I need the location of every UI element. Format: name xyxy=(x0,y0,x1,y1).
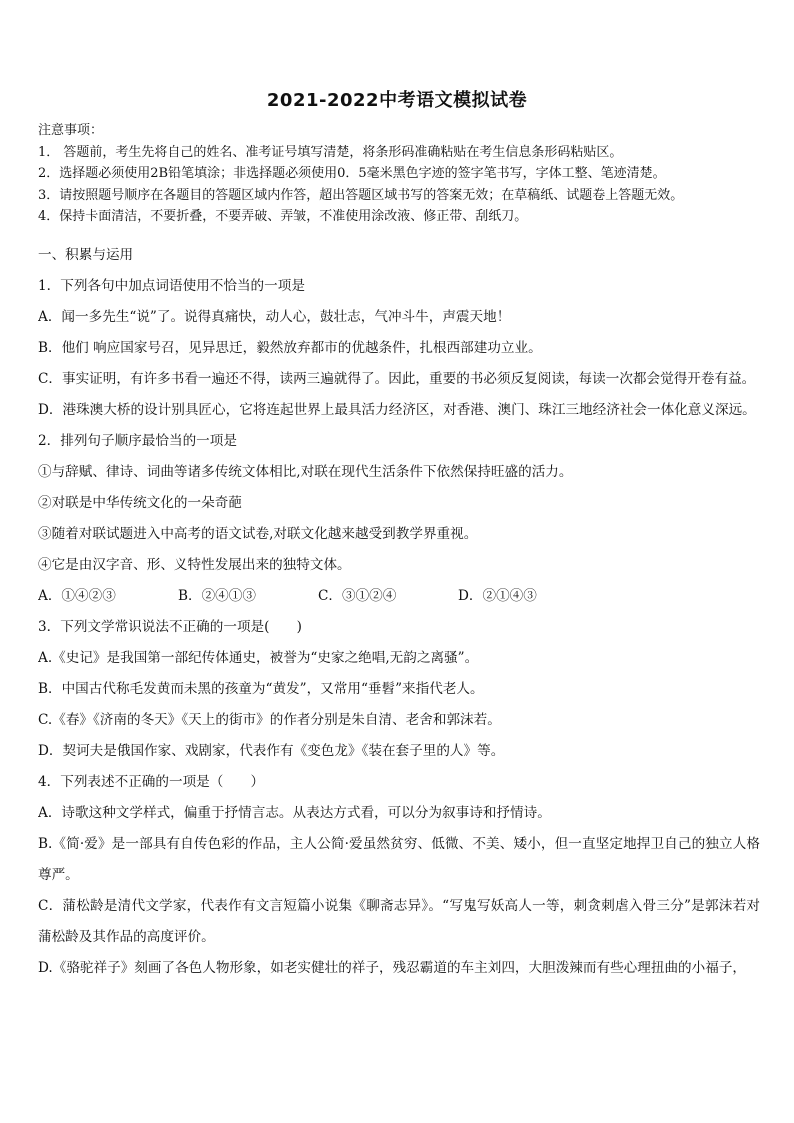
option-d: D．②①④③ xyxy=(458,588,537,604)
option-a: A．①④②③ xyxy=(38,588,116,604)
sentence-1: ①与辞赋、律诗、词曲等诸多传统文体相比,对联在现代生活条件下依然保持旺盛的活力。 xyxy=(38,464,573,480)
option-d: D.《骆驼祥子》刻画了各色人物形象，如老实健壮的祥子，残忍霸道的车主刘四，大胆泼辣而有些心理扭曲的小福子， xyxy=(38,960,747,976)
question-stem: 3．下列文学常识说法不正确的一项是( ) xyxy=(38,619,302,635)
option-b: B．②④①③ xyxy=(178,588,256,604)
option-d: D．港珠澳大桥的设计别具匠心，它将连起世界上最具活力经济区，对香港、澳门、珠江三地经济社会一体化意义深远。 xyxy=(38,402,756,418)
option-c: C．③①②④ xyxy=(318,588,397,604)
sentence-3: ③随着对联试题进入中高考的语文试卷,对联文化越来越受到教学界重视。 xyxy=(38,526,478,542)
option-a: A．闻一多先生“说”了。说得真痛快，动人心，鼓壮志，气冲斗牛，声震天地！ xyxy=(38,309,511,325)
sentence-2: ②对联是中华传统文化的一朵奇葩 xyxy=(38,495,242,511)
notice-item: 1． 答题前，考生先将自己的姓名、准考证号填写清楚，将条形码准确粘贴在考生信息条形码粘贴区。 xyxy=(38,144,623,160)
question-stem: 4．下列表述不正确的一项是（ ） xyxy=(38,774,265,790)
option-b: B.《简·爱》是一部具有自传色彩的作品，主人公简·爱虽然贫穷、低微、不美、矮小，但一直坚定地捍卫自己的独立人格尊严。 xyxy=(38,836,760,883)
option-b: B．他们 响应国家号召，见异思迁，毅然放弃都市的优越条件，扎根西部建功立业。 xyxy=(38,340,542,356)
option-a: A.《史记》是我国第一部纪传体通史，被誉为“史家之绝唱,无韵之离骚”。 xyxy=(38,650,479,666)
question-stem: 2．排列句子顺序最恰当的一项是 xyxy=(38,433,237,449)
exam-title: 2021-2022中考语文模拟试卷 xyxy=(266,90,528,111)
notice-heading: 注意事项： xyxy=(38,123,104,138)
option-c: C.《春》《济南的冬天》《天上的街市》的作者分别是朱自清、老舍和郭沫若。 xyxy=(38,712,501,728)
option-b: B．中国古代称毛发黄而未黑的孩童为“黄发”，又常用“垂髫”来指代老人。 xyxy=(38,681,484,697)
option-a: A．诗歌这种文学样式，偏重于抒情言志。从表达方式看，可以分为叙事诗和抒情诗。 xyxy=(38,805,551,821)
question-body xyxy=(38,244,760,988)
sentence-4: ④它是由汉字音、形、义特性发展出来的独特文体。 xyxy=(38,557,351,573)
option-c: C．事实证明，有许多书看一遍还不得，读两三遍就得了。因此，重要的书必须反复阅读，每读一次都会觉得开卷有益。 xyxy=(38,371,756,387)
question-stem: 1．下列各句中加点词语使用不恰当的一项是 xyxy=(38,278,305,294)
option-d: D．契诃夫是俄国作家、戏剧家，代表作有《变色龙》《装在套子里的人》等。 xyxy=(38,743,505,759)
notice-item: 2．选择题必须使用2B铅笔填涂；非选择题必须使用0．5毫米黑色字迹的签字笔书写，字体工整、笔迹清楚。 xyxy=(38,166,666,181)
notice-item: 3．请按照题号顺序在各题目的答题区域内作答，超出答题区域书写的答案无效；在草稿纸、试题卷上答题无效。 xyxy=(38,187,684,203)
notice-block xyxy=(38,120,758,228)
option-c: C．蒲松龄是清代文学家，代表作有文言短篇小说集《聊斋志异》。“写鬼写妖高人一等，刺贪刺虐入骨三分”是郭沫若对蒲松龄及其作品的高度评价。 xyxy=(38,898,760,945)
options-row xyxy=(38,585,760,616)
notice-item: 4．保持卡面清洁，不要折叠，不要弄破、弄皱，不准使用涂改液、修正带、刮纸刀。 xyxy=(38,209,528,224)
section-heading: 一、积累与运用 xyxy=(38,247,134,263)
